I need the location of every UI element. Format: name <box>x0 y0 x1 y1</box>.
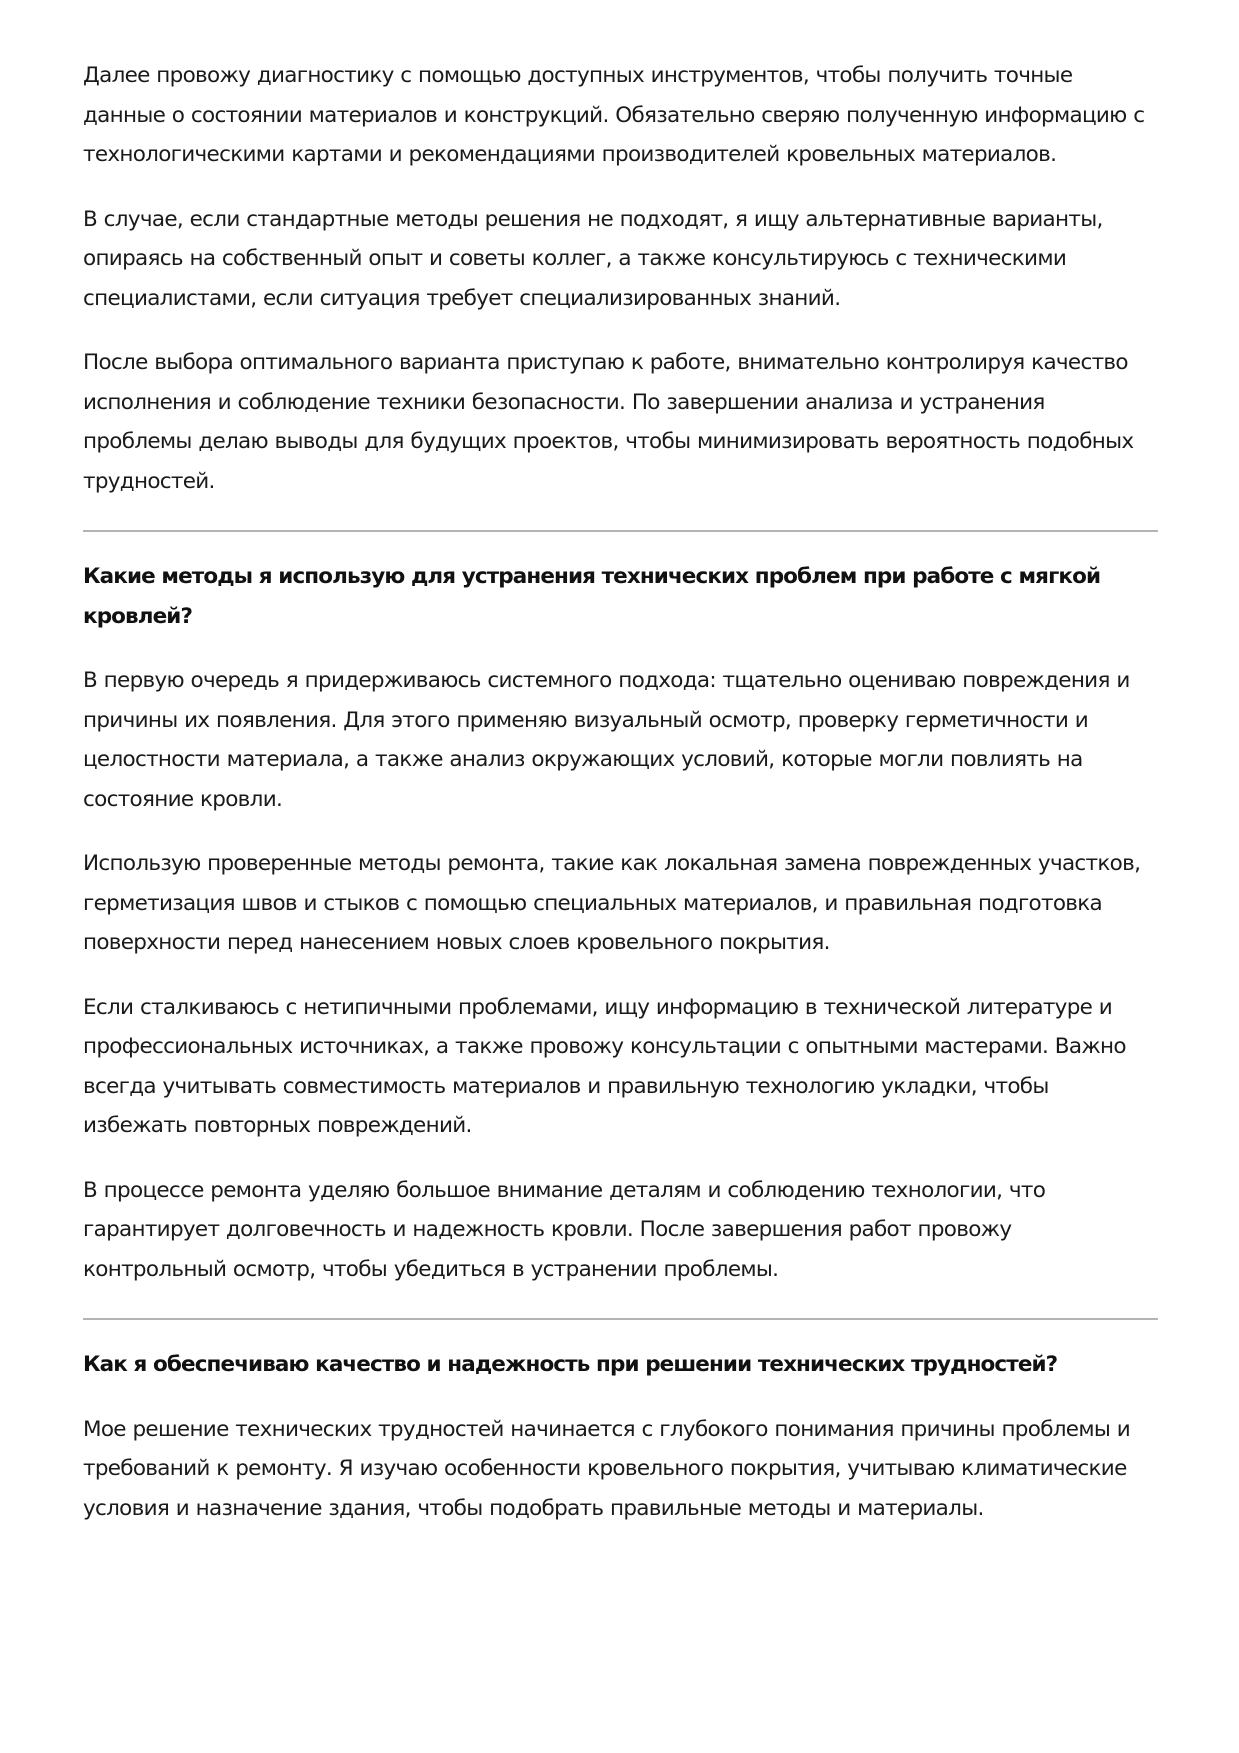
section-1-body <box>83 56 1158 501</box>
section-2-body <box>83 661 1158 1289</box>
paragraph: Если сталкиваюсь с нетипичными проблемами, ищу информацию в технической литературе и профессиональных источниках, а также провожу консультации с опытными мастерами. Важно всегда учитывать совместимость материалов и правильную технологию укладки, чтобы избежать повторных повреждений. <box>83 994 1126 1138</box>
paragraph: В процессе ремонта уделяю большое внимание деталям и соблюдению технологии, что гарантирует долговечность и надежность кровли. После завершения работ провожу контрольный осмотр, чтобы убедиться в устранении проблемы. <box>83 1177 1046 1282</box>
section-3-heading: Как я обеспечиваю качество и надежность при решении технических трудностей? <box>83 1352 1058 1377</box>
paragraph: Далее провожу диагностику с помощью доступных инструментов, чтобы получить точные данные о состоянии материалов и конструкций. Обязательно сверяю полученную информацию с технологическими картами и рекомендациями производителей кровельных материалов. <box>83 63 1145 167</box>
paragraph: После выбора оптимального варианта приступаю к работе, внимательно контролируя качество исполнения и соблюдение техники безопасности. По завершении анализа и устранения проблемы делаю выводы для будущих проектов, чтобы минимизировать вероятность подобных трудностей. <box>83 350 1134 494</box>
section-divider <box>83 530 1158 532</box>
paragraph: В первую очередь я придерживаюсь системного подхода: тщательно оцениваю повреждения и причины их появления. Для этого применяю визуальный осмотр, проверку герметичности и целостности материала, а также анализ окружающих условий, которые могли повлиять на состояние кровли. <box>83 668 1130 812</box>
paragraph: Использую проверенные методы ремонта, такие как локальная замена поврежденных участков, герметизация швов и стыков с помощью специальных материалов, и правильная подготовка поверхности перед нанесением новых слоев кровельного покрытия. <box>83 851 1141 955</box>
document-page <box>83 56 1158 1528</box>
paragraph: В случае, если стандартные методы решения не подходят, я ищу альтернативные варианты, опираясь на собственный опыт и советы коллег, а также консультируюсь с техническими специалистами, если ситуация требует специализированных знаний. <box>83 206 1103 311</box>
section-2-heading: Какие методы я использую для устранения технических проблем при работе с мягкой кровлей? <box>83 564 1101 629</box>
section-divider <box>83 1318 1158 1320</box>
paragraph: Мое решение технических трудностей начинается с глубокого понимания причины проблемы и требований к ремонту. Я изучаю особенности кровельного покрытия, учитываю климатические условия и назначение здания, чтобы подобрать правильные методы и материалы. <box>83 1416 1131 1521</box>
section-3-body <box>83 1410 1158 1529</box>
